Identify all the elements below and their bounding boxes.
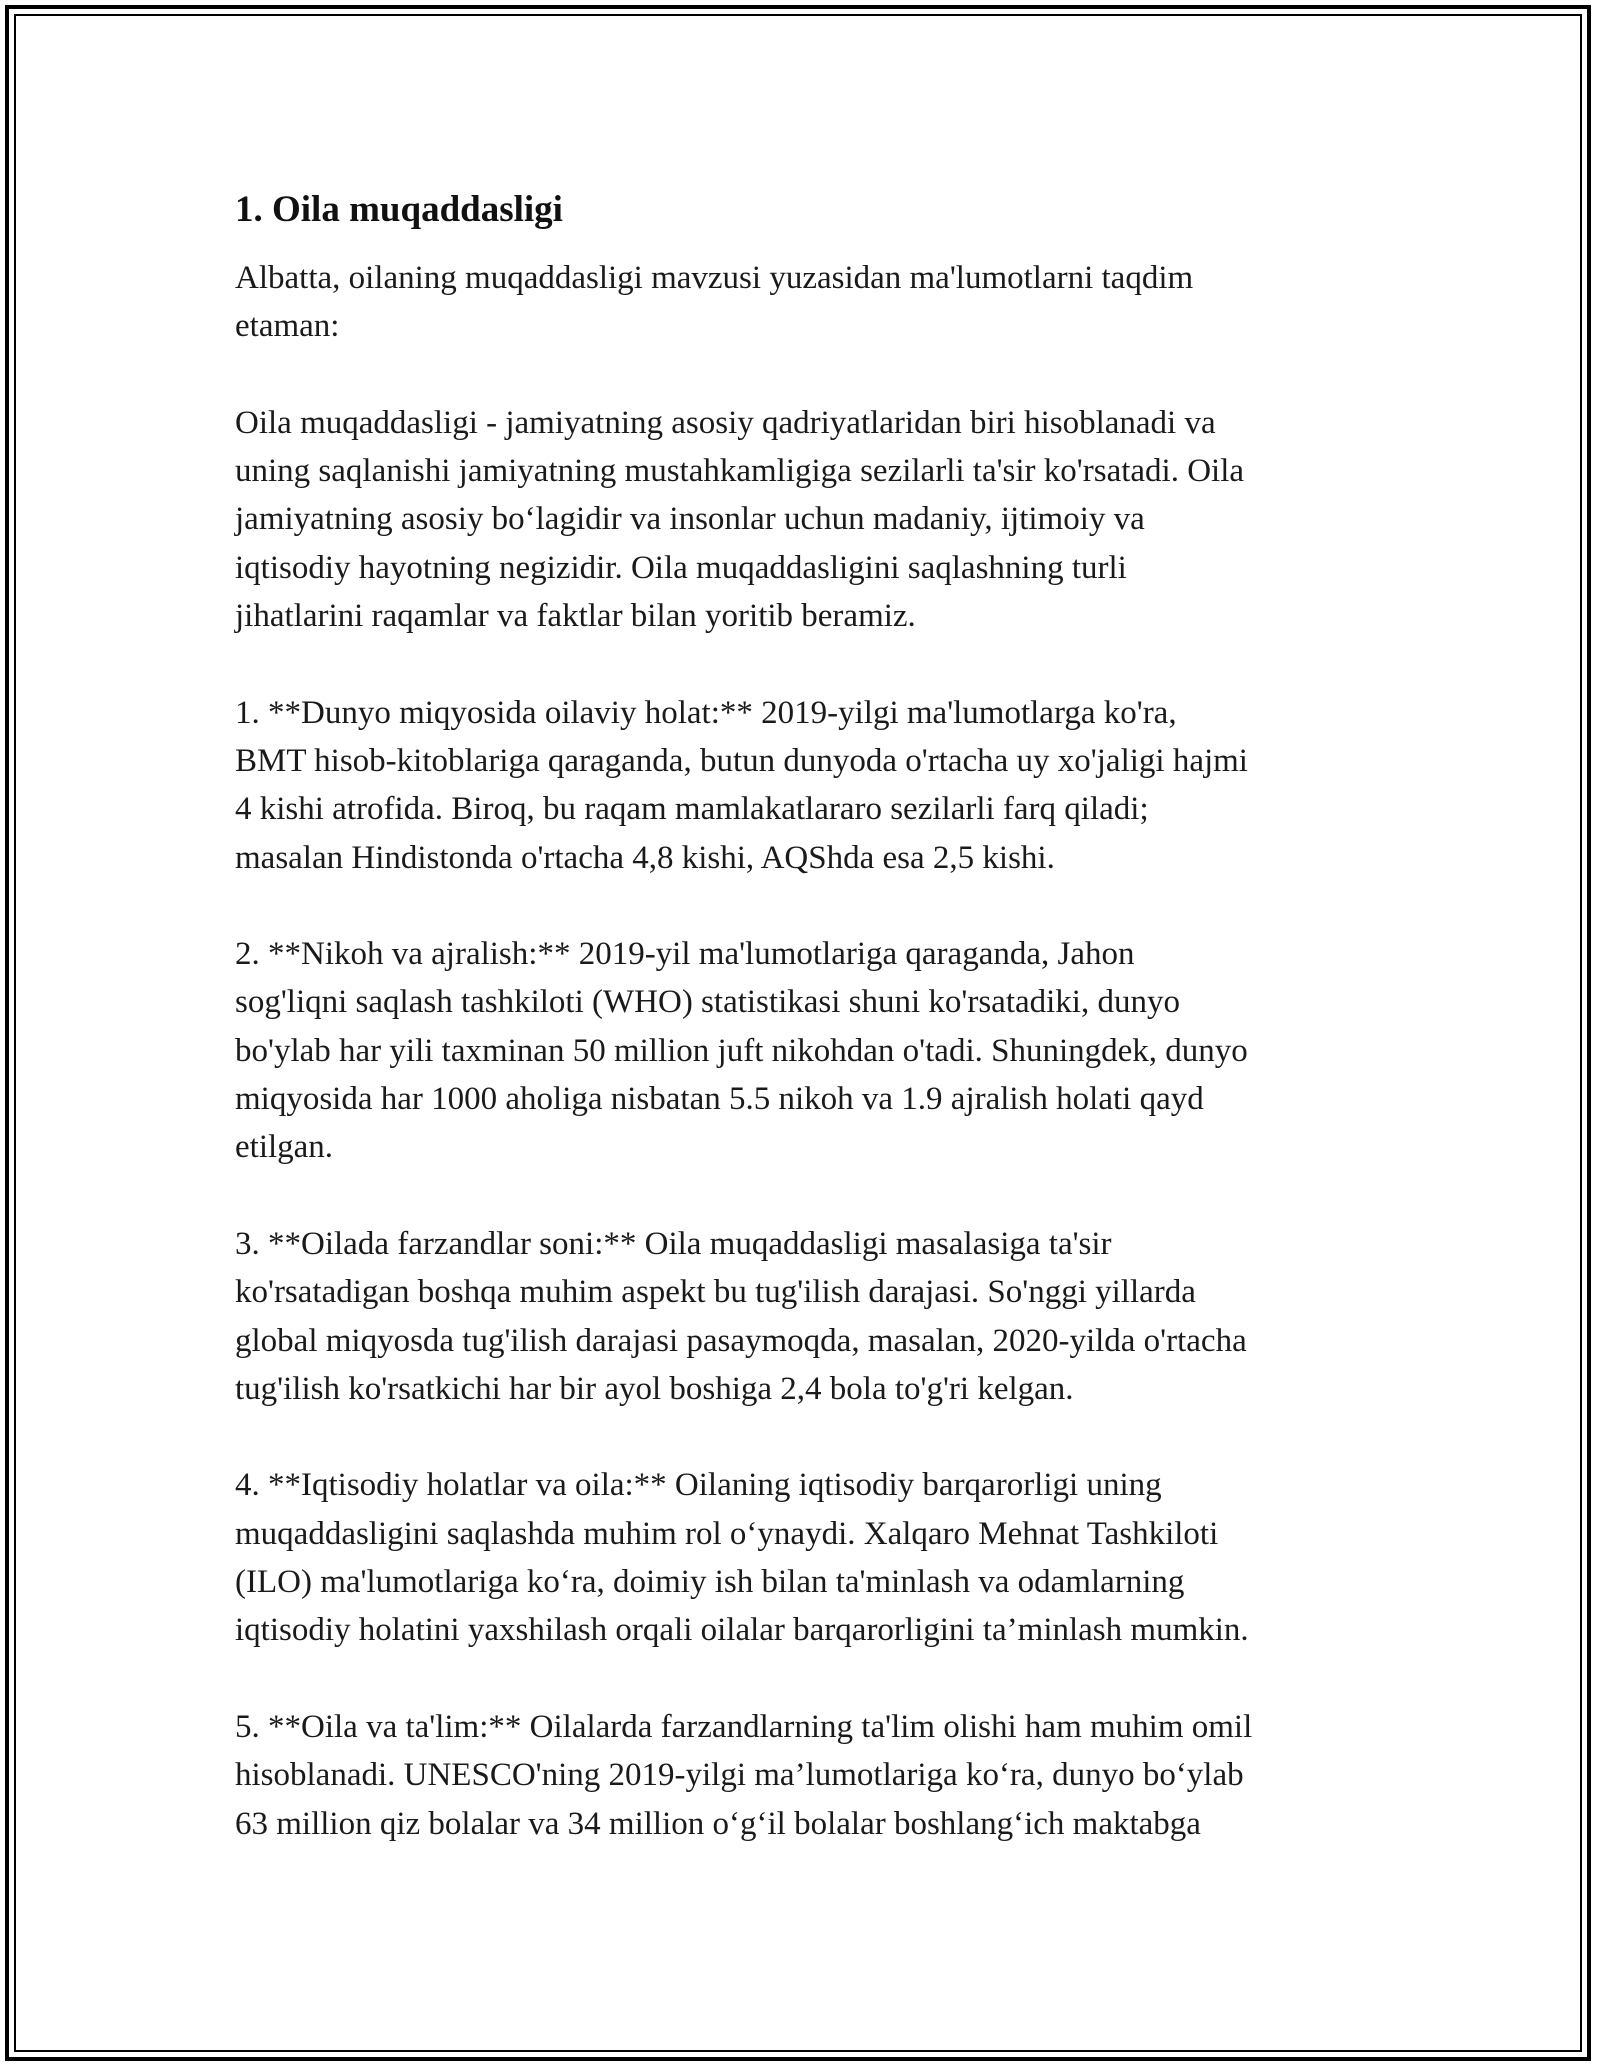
text-line: uning saqlanishi jamiyatning mustahkamligiga sezilarli ta'sir ko'rsatadi. Oila — [235, 453, 1245, 490]
text-line: 4 kishi atrofida. Biroq, bu raqam mamlakatlararo sezilarli farq qiladi; — [235, 791, 1149, 828]
paragraph-intro — [235, 254, 1385, 351]
document-title: 1. Oila muqaddasligi — [235, 189, 563, 230]
text-line: muqaddasligini saqlashda muhim rol o‘ynaydi. Xalqaro Mehnat Tashkiloti — [235, 1515, 1219, 1552]
text-line: 1. **Dunyo miqyosida oilaviy holat:** 2019-yilgi ma'lumotlarga ko'ra, — [235, 694, 1177, 731]
text-line: masalan Hindistonda o'rtacha 4,8 kishi, AQShda esa 2,5 kishi. — [235, 839, 1055, 876]
text-line: iqtisodiy hayotning negizidir. Oila muqaddasligini saqlashning turli — [235, 549, 1127, 586]
text-line: jihatlarini raqamlar va faktlar bilan yoritib beramiz. — [235, 598, 916, 635]
text-line: miqyosida har 1000 aholiga nisbatan 5.5 nikoh va 1.9 ajralish holati qayd — [235, 1081, 1204, 1118]
paragraph-item-5 — [235, 1703, 1385, 1848]
text-line: 63 million qiz bolalar va 34 million o‘g‘il bolalar boshlang‘ich maktabga — [235, 1805, 1201, 1842]
text-line: iqtisodiy holatini yaxshilash orqali oilalar barqarorligini ta’minlash mumkin. — [235, 1612, 1249, 1649]
paragraph-item-2 — [235, 930, 1385, 1171]
text-line: bo'ylab har yili taxminan 50 million juft nikohdan o'tadi. Shuningdek, dunyo — [235, 1032, 1248, 1069]
text-line: 5. **Oila va ta'lim:** Oilalarda farzandlarning ta'lim olishi ham muhim omil — [235, 1708, 1253, 1745]
text-line: etilgan. — [235, 1129, 334, 1166]
text-line: etaman: — [235, 308, 340, 345]
paragraph-item-1 — [235, 689, 1385, 882]
text-line: 2. **Nikoh va ajralish:** 2019-yil ma'lumotlariga qaraganda, Jahon — [235, 936, 1135, 973]
text-line: ko'rsatadigan boshqa muhim aspekt bu tug'ilish darajasi. So'nggi yillarda — [235, 1274, 1196, 1311]
text-line: (ILO) ma'lumotlariga ko‘ra, doimiy ish bilan ta'minlash va odamlarning — [235, 1564, 1185, 1601]
text-line: hisoblanadi. UNESCO'ning 2019-yilgi ma’lumotlariga ko‘ra, dunyo bo‘ylab — [235, 1757, 1244, 1794]
text-line: Oila muqaddasligi - jamiyatning asosiy qadriyatlaridan biri hisoblanadi va — [235, 404, 1216, 441]
text-line: 3. **Oilada farzandlar soni:** Oila muqaddasligi masalasiga ta'sir — [235, 1225, 1112, 1262]
text-line: tug'ilish ko'rsatkichi har bir ayol boshiga 2,4 bola to'g'ri kelgan. — [235, 1370, 1074, 1407]
paragraph-item-4 — [235, 1461, 1385, 1654]
paragraph-overview — [235, 399, 1385, 640]
document-body — [235, 185, 1385, 1896]
text-line: BMT hisob-kitoblariga qaraganda, butun dunyoda o'rtacha uy xo'jaligi hajmi — [235, 742, 1248, 779]
paragraph-item-3 — [235, 1220, 1385, 1413]
text-line: global miqyosda tug'ilish darajasi pasaymoqda, masalan, 2020-yilda o'rtacha — [235, 1322, 1247, 1359]
text-line: 4. **Iqtisodiy holatlar va oila:** Oilaning iqtisodiy barqarorligi uning — [235, 1467, 1162, 1504]
text-line: sog'liqni saqlash tashkiloti (WHO) statistikasi shuni ko'rsatadiki, dunyo — [235, 984, 1180, 1021]
text-line: Albatta, oilaning muqaddasligi mavzusi yuzasidan ma'lumotlarni taqdim — [235, 260, 1194, 296]
text-line: jamiyatning asosiy bo‘lagidir va insonlar uchun madaniy, ijtimoiy va — [235, 501, 1145, 538]
